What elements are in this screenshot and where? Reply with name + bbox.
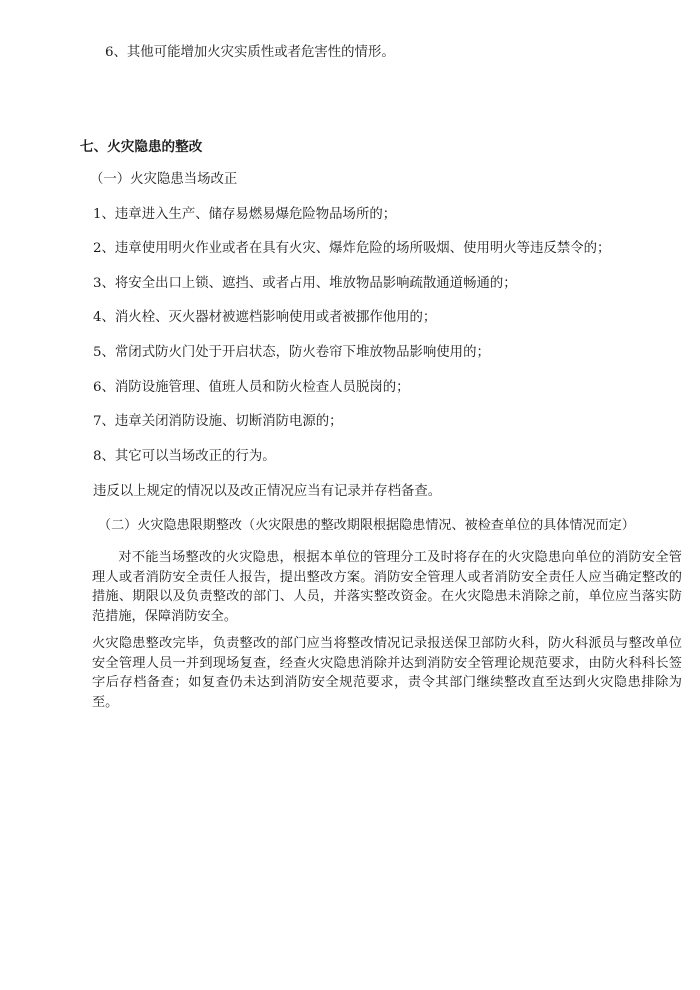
list-item: 1、违章进入生产、储存易燃易爆危险物品场所的；	[93, 207, 397, 222]
list-item: 7、违章关闭消防设施、切断消防电源的；	[93, 414, 343, 429]
review-paragraph: 火灾隐患整改完毕，负责整改的部门应当将整改情况记录报送保卫部防火科，防火科派员与整改单位安全管理人员一并到现场复查，经查火灾隐患消除并达到消防安全管理论规范要求，由防火科科长签字后存档备查；如复查仍未达到消防安全规范要求，责令其部门继续整改直至达到火灾隐患排除为至。	[92, 636, 682, 710]
rectification-paragraph: 对不能当场整改的火灾隐患，根据本单位的管理分工及时将存在的火灾隐患向单位的消防安全管理人或者消防安全责任人报告，提出整改方案。消防安全管理人或者消防安全责任人应当确定整改的措施、期限以及负责整改的部门、人员，并落实整改资金。在火灾隐患未消除之前，单位应当落实防范措施，保障消防安全。	[92, 550, 682, 624]
item-6-line: 6、其他可能增加火灾实质性或者危害性的情形。	[105, 45, 395, 60]
list-item: 2、违章使用明火作业或者在具有火灾、爆炸危险的场所吸烟、使用明火等违反禁令的；	[93, 241, 611, 256]
subsection-2-title: （二）火灾隐患限期整改（火灾限患的整改期限根据隐患情况、被检查单位的具体情况而定）	[98, 518, 635, 533]
section-7-heading: 七、火灾隐患的整改	[80, 139, 203, 155]
subsection-1-title: （一）火灾隐患当场改正	[90, 172, 238, 187]
list-item: 4、消火栓、灭火器材被遮档影响使用或者被挪作他用的；	[93, 310, 437, 325]
record-note: 违反以上规定的情况以及改正情况应当有记录并存档备查。	[93, 484, 442, 499]
list-item: 5、常闭式防火门处于开启状态，防火卷帘下堆放物品影响使用的；	[93, 345, 490, 360]
list-item: 3、将安全出口上锁、遮挡、或者占用、堆放物品影响疏散通道畅通的；	[93, 276, 517, 291]
list-item: 6、消防设施管理、值班人员和防火检查人员脱岗的；	[93, 380, 410, 395]
list-item: 8、其它可以当场改正的行为。	[93, 449, 276, 464]
